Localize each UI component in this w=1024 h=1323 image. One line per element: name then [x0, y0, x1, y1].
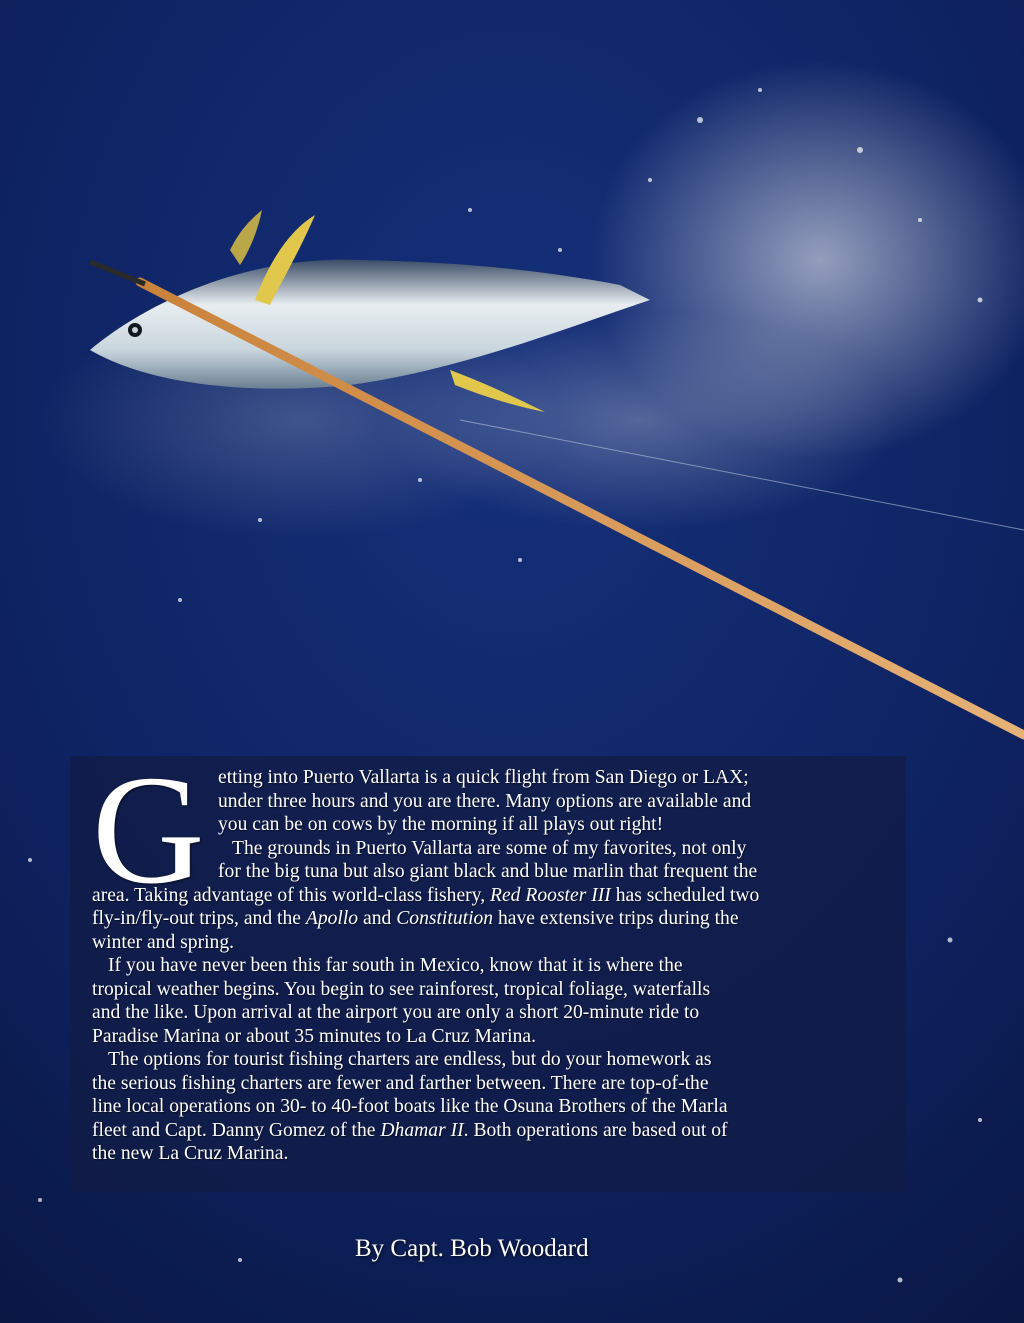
- article-line: you can be on cows by the morning if all plays out right!: [218, 814, 664, 835]
- article-line: the new La Cruz Marina.: [92, 1143, 289, 1164]
- boat-name: Red Rooster III: [490, 884, 611, 906]
- article-line: fleet and Capt. Danny Gomez of the Dhamar II. Both operations are based out of: [92, 1119, 728, 1141]
- article-line: The grounds in Puerto Vallarta are some of my favorites, not only: [232, 837, 747, 859]
- article-body: [92, 766, 898, 1166]
- boat-name: Apollo: [305, 908, 359, 929]
- article-line: the serious fishing charters are fewer and farther between. There are top-of-the: [92, 1072, 709, 1094]
- author-byline: By Capt. Bob Woodard: [355, 1235, 589, 1262]
- boat-name: Dhamar II: [380, 1119, 464, 1141]
- article-line: area. Taking advantage of this world-class fishery, Red Rooster III has scheduled two: [92, 884, 760, 906]
- article-line: and the like. Upon arrival at the airport you are only a short 20-minute ride to: [92, 1002, 700, 1023]
- article-line: under three hours and you are there. Many options are available and: [218, 790, 752, 812]
- article-line: fly-in/fly-out trips, and the Apollo and Constitution have extensive trips during the: [92, 908, 739, 929]
- article-line: winter and spring.: [92, 931, 235, 953]
- article-line: If you have never been this far south in Mexico, know that it is where the: [108, 955, 683, 976]
- article-line: line local operations on 30- to 40-foot boats like the Osuna Brothers of the Marla: [92, 1096, 728, 1117]
- drop-cap: G: [92, 743, 205, 916]
- article-line: for the big tuna but also giant black and blue marlin that frequent the: [218, 861, 758, 882]
- boat-name: Constitution: [396, 908, 494, 929]
- article-line: etting into Puerto Vallarta is a quick flight from San Diego or LAX;: [218, 767, 749, 788]
- article-line: tropical weather begins. You begin to see rainforest, tropical foliage, waterfalls: [92, 978, 711, 1000]
- article-line: Paradise Marina or about 35 minutes to La Cruz Marina.: [92, 1025, 537, 1047]
- article-line: The options for tourist fishing charters are endless, but do your homework as: [108, 1049, 712, 1070]
